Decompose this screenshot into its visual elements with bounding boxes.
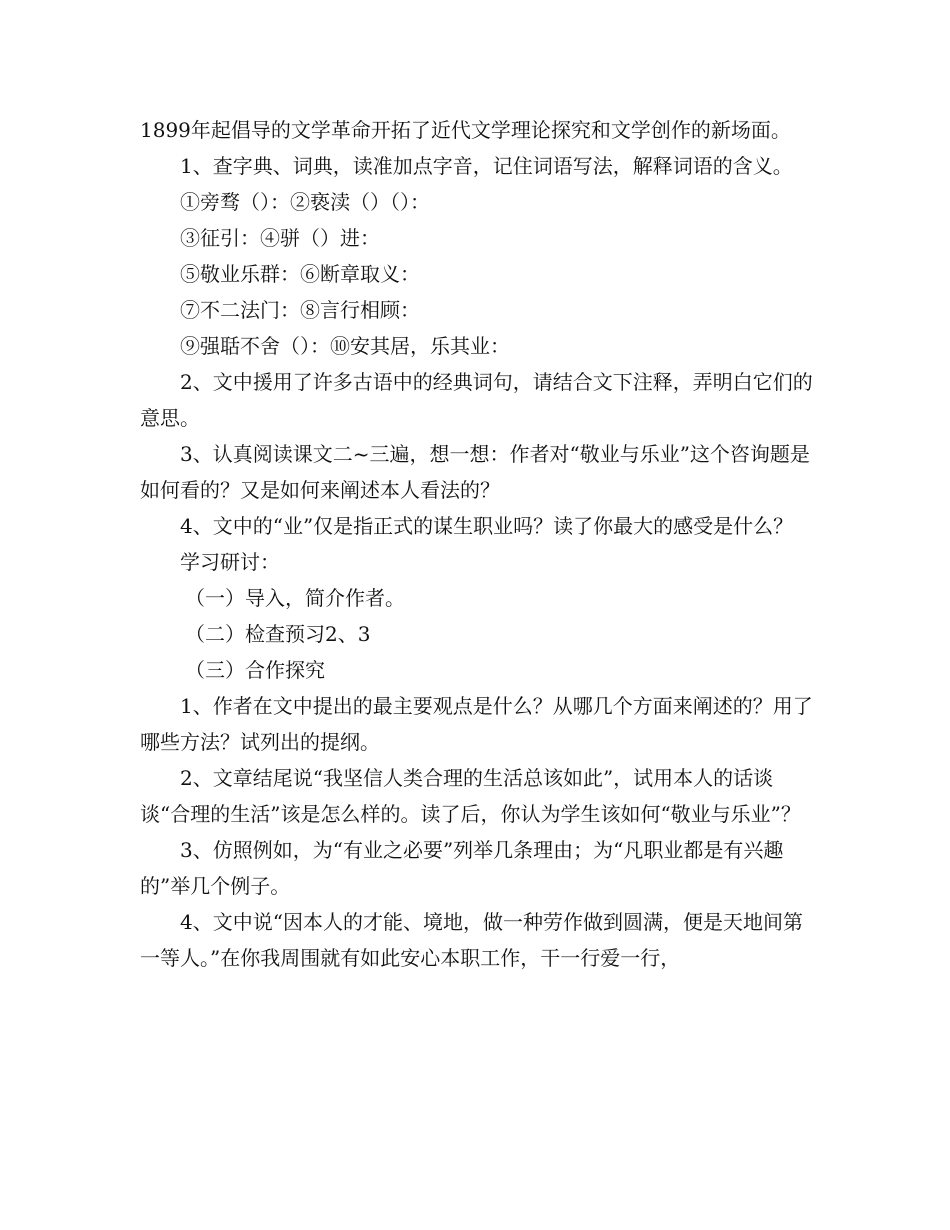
document-body (140, 112, 820, 976)
outline-item-2: （二）检查预习2、3 (185, 622, 371, 646)
vocab-line-3: ⑤敬业乐群：⑥断章取义： (180, 262, 420, 286)
outline-item-1: （一）导入，简介作者。 (185, 586, 405, 610)
vocab-line-5: ⑨强聒不舍（）：⑩安其居，乐其业： (180, 334, 510, 358)
question-3: 3、认真阅读课文二~三遍，想一想：作者对“敬业与乐业”这个咨询题是如何看的？又是如何来阐述本人看法的？ (140, 442, 810, 502)
explore-question-3: 3、仿照例如，为“有业之必要”列举几条理由；为“凡职业都是有兴趣的”举几个例子。 (140, 838, 784, 898)
intro-paragraph: 1899年起倡导的文学革命开拓了近代文学理论探究和文学创作的新场面。 (140, 118, 791, 142)
vocab-line-1: ①旁骛（）：②亵渎（）（）： (180, 190, 430, 214)
explore-question-4: 4、文中说“因本人的才能、境地，做一种劳作做到圆满，便是天地间第一等人。”在你我周围就有如此安心本职工作，干一行爱一行， (140, 910, 803, 970)
explore-question-2: 2、文章结尾说“我坚信人类合理的生活总该如此”，试用本人的话谈谈“合理的生活”该是怎么样的。读了后，你认为学生该如何“敬业与乐业”？ (140, 766, 801, 826)
question-1: 1、查字典、词典，读准加点字音，记住词语写法，解释词语的含义。 (180, 154, 793, 178)
question-4: 4、文中的“业”仅是指正式的谋生职业吗？读了你最大的感受是什么？ (180, 514, 794, 538)
outline-item-3: （三）合作探究 (185, 658, 325, 682)
section-heading-study: 学习研讨： (180, 550, 280, 574)
question-2: 2、文中援用了许多古语中的经典词句，请结合文下注释，弄明白它们的意思。 (140, 370, 813, 430)
vocab-line-4: ⑦不二法门：⑧言行相顾： (180, 298, 420, 322)
explore-question-1: 1、作者在文中提出的最主要观点是什么？从哪几个方面来阐述的？用了哪些方法？试列出的提纲。 (140, 694, 813, 754)
vocab-line-2: ③征引：④骈（）进： (180, 226, 380, 250)
